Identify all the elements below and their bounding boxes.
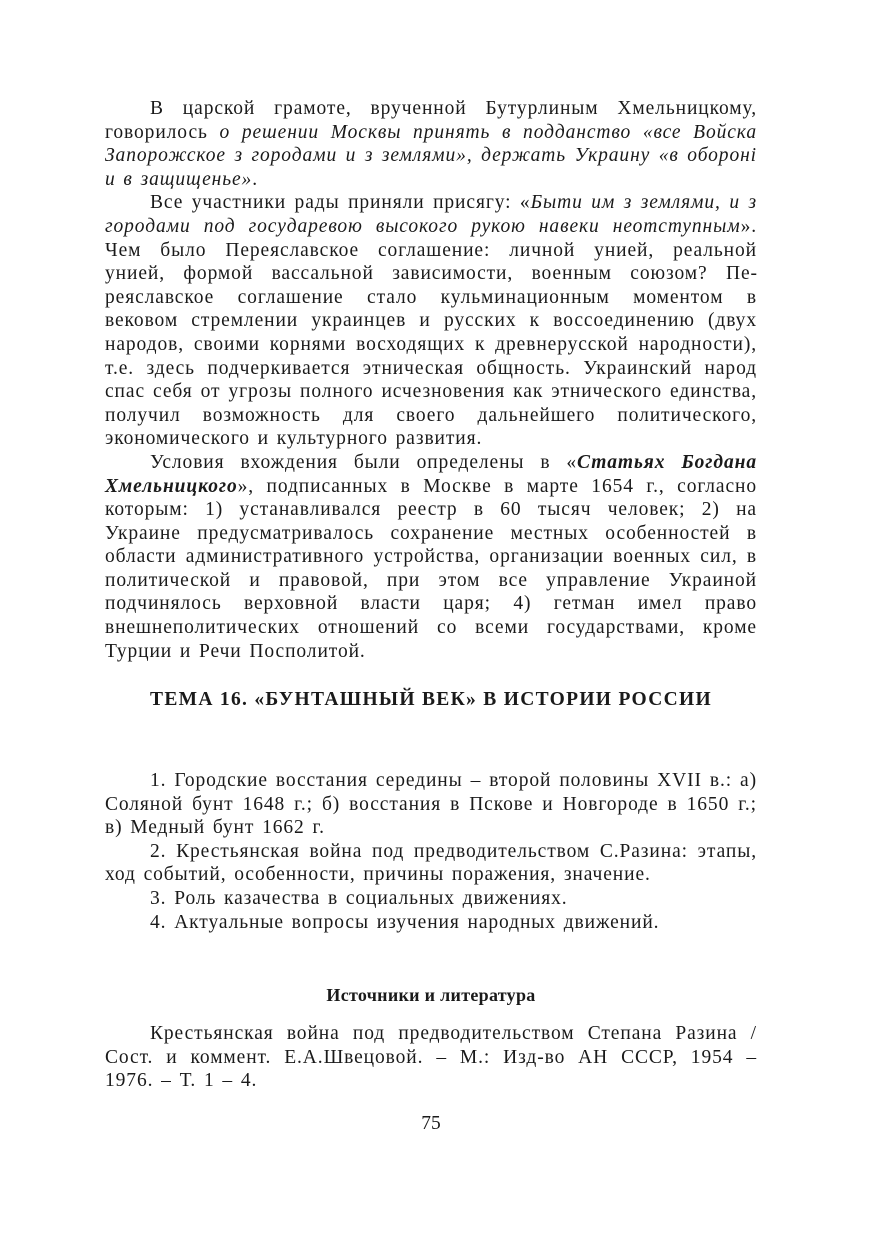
paragraph xyxy=(105,97,757,191)
list-item: 3. Роль казачества в социальных движениях. xyxy=(150,887,568,909)
text-run: ». Чем было Переяславское соглашение: личной унией, реальной унией, формой вассальной зависимости, военным союзом? Переяславское соглашение стало кульминационным моментом в вековом стремлении украинцев и русских к воссоединению (двух народов, своими корнями восходящих к древнерусской народности), т.е. здесь подчеркивается этническая общность. Украинский народ спас себя от угрозы полного исчезновения как этнического единства, получил возможность для своего дальнейшего политического, экономического и культурного развития. xyxy=(105,215,757,450)
text-run-italic: о решении Москвы принять в подданство «все Войска Запорожское з городами и з землями», держать Украину «в обороні и в защищенье» xyxy=(105,121,757,190)
text-run: . xyxy=(252,168,258,190)
top-paragraphs xyxy=(105,97,757,663)
text-run: Все участники рады приняли присягу: « xyxy=(150,192,531,214)
list-item: 2. Крестьянская война под предводительством С.Разина: этапы, ход событий, особенности, причины поражения, значение. xyxy=(105,840,757,886)
list-item: 1. Городские восстания середины – второй половины XVII в.: а) Соляной бунт 1648 г.; б) восстания в Пскове и Новгороде в 1650 г.; в) Медный бунт 1662 г. xyxy=(105,770,757,839)
paragraph xyxy=(105,451,757,663)
text-run-bold-italic: Статьях Богдана Хмельницкого xyxy=(105,451,757,497)
page-number: 75 xyxy=(421,1113,441,1134)
topic-heading: ТЕМА 16. «БУНТАШНЫЙ ВЕК» В ИСТОРИИ РОССИИ xyxy=(150,689,712,710)
sources-list xyxy=(105,1022,757,1093)
sources-heading: Источники и литература xyxy=(326,985,536,1005)
text-run-italic: Быти им з землями, и з городами под государевою высокого рукою навеки неотступным xyxy=(105,192,757,237)
text-run: », подписанных в Москве в марте 1654 г., согласно которым: 1) устанавливался реестр в 60 тысяч человек; 2) на Украине предусматривалось сохранение местных особенностей в области административного устройства, организации военных сил, в политической и правовой, при этом все управление Украиной подчинялось верховной власти царя; 4) гетман имел право внешнеполитических отношений со всеми государствами, кроме Турции и Речи Посполитой. xyxy=(105,475,757,662)
paragraph xyxy=(105,191,757,451)
source-entry: Крестьянская война под предводительством Степана Разина / Сост. и коммент. Е.А.Швецовой. – М.: Изд-во АН СССР, 1954 – 1976. – Т. 1 – 4. xyxy=(105,1023,757,1092)
text-run: Условия вхождения были определены в « xyxy=(150,451,578,473)
topic-items xyxy=(105,769,757,934)
list-item: 4. Актуальные вопросы изучения народных движений. xyxy=(150,911,660,933)
text-run: В царской грамоте, врученной Бутурлиным Хмельницкому, говорилось xyxy=(105,98,757,143)
